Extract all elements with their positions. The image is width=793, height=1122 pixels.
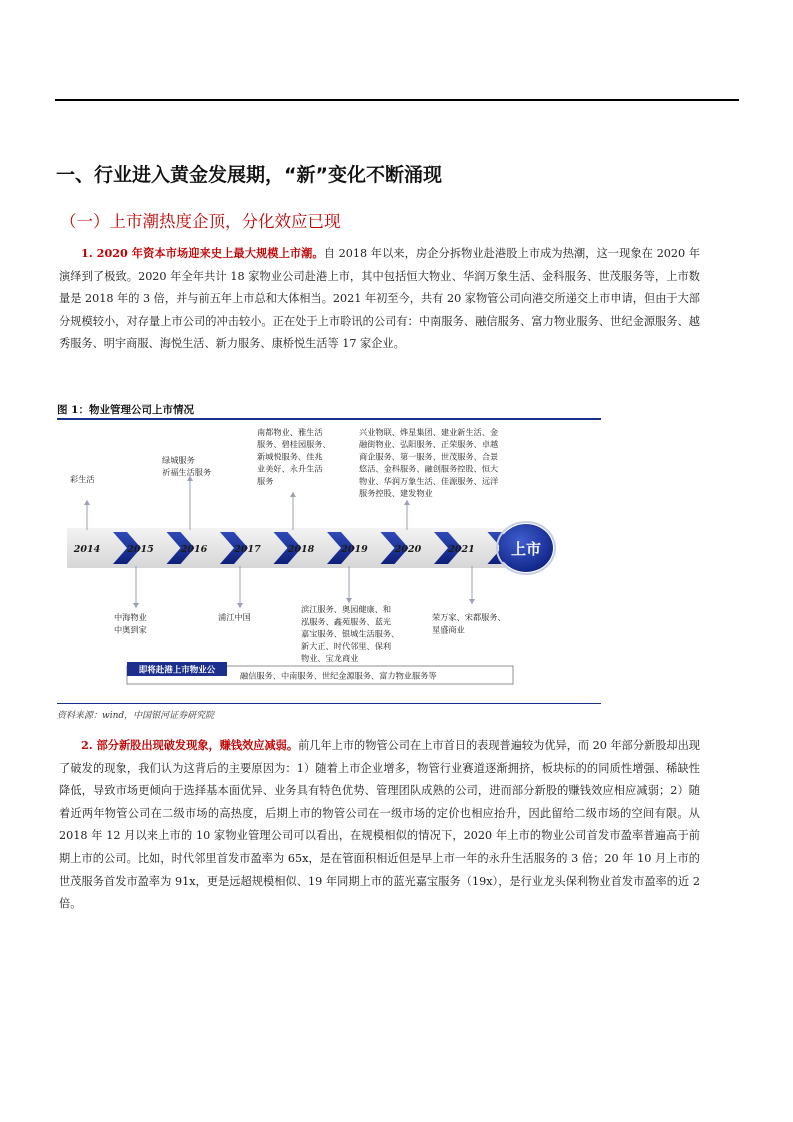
company-list-y2019 (301, 604, 399, 663)
paragraph-lead: 2. 部分新股出现破发现象，赚钱效应减弱。 (81, 738, 299, 752)
company-line: 服务、碧桂园服务、 (257, 439, 331, 450)
year-label-2021: 2021 (448, 544, 475, 555)
company-line: 南都物业、雅生活 (257, 427, 323, 437)
timeline-stem-arrow-y2017 (237, 603, 243, 608)
year-label-2014: 2014 (73, 544, 101, 555)
company-line: 中海物业 (114, 612, 147, 622)
company-line: 商企服务、第一服务、世茂服务、合景 (359, 451, 499, 462)
company-list-y2018 (257, 427, 331, 486)
company-line: 滨江服务、奥园健康、和 (301, 604, 392, 614)
company-list-y2015 (114, 612, 147, 634)
paragraph-listing-wave (59, 242, 700, 356)
paragraph-body: 前几年上市的物管公司在上市首日的表现普遍较为优异，而 20 年部分新股却出现了破发的现象，我们认为这背后的主要原因为：1）随着上市企业增多，物管行业赛道逐渐拥挤，板块标的的同质性增强、稀缺性降低，导致市场更倾向于选择基本面优异、业务具有特色优势、管理团队成熟的公司，进而部分新股的赚钱效应相应减弱；2）随着近两年物管公司在二级市场的高热度，后期上市的物管公司在一级市场的定价也相应抬升，因此留给二级市场的空间有限。从 2018 年 12 月以来上市的 10 家物业管理公司可以看出，在规模相似的情况下，2020 年上市的物业公司首发市盈率普遍高于前期上市的公司。比如，时代邻里首发市盈率为 65x，是在管面积相近但是早上市一年的永升生活服务的 3 倍；20 年 10 月上市的世茂服务首发市盈率为 91x，更是远超规模相似、19 年同期上市的蓝光嘉宝服务（19x），是行业龙头保利物业首发市盈率的近 2 倍。 (59, 739, 700, 911)
company-line: 中奥到家 (114, 624, 147, 635)
year-label-2019: 2019 (341, 544, 368, 555)
company-line: 悠活、金科服务、融创服务控股、恒大 (359, 463, 499, 474)
figure-source: 资料来源：wind，中国银河证券研究院 (57, 711, 215, 721)
company-line: 祈福生活服务 (162, 467, 212, 478)
year-label-2015: 2015 (127, 544, 154, 555)
timeline-stem-arrow-y2014 (84, 500, 90, 505)
company-line: 荣万家、宋都服务、 (432, 612, 506, 622)
pending-listing-label: 即将赴港上市物业公 (138, 665, 216, 676)
company-line: 兴业物联、烨星集团、建业新生活、金 (359, 427, 499, 437)
company-list-y2016 (162, 455, 211, 477)
company-line: 绿城服务 (162, 455, 195, 465)
company-list-y2020 (359, 427, 498, 498)
company-line: 泓服务、鑫苑服务、蓝光 (301, 616, 392, 627)
timeline-stem-arrow-y2021 (469, 599, 475, 604)
company-line: 业美好、永升生活 (257, 463, 323, 474)
figure-bottom-rule (57, 703, 601, 704)
company-line: 物业、华润万象生活、佳源服务、远洋 (359, 475, 499, 486)
company-list-y2014 (70, 474, 95, 484)
company-list-y2017 (218, 612, 251, 622)
section-heading: 一、行业进入黄金发展期，“新”变化不断涌现 (56, 164, 442, 186)
listing-timeline-figure (57, 420, 601, 702)
company-line: 融街物业、弘阳服务、正荣服务、卓越 (359, 439, 499, 450)
company-line: 服务控股、建发物业 (359, 488, 433, 498)
listing-end-label: 上市 (510, 540, 542, 558)
timeline-stem-arrow-y2020 (404, 500, 410, 505)
company-line: 新大正、时代邻里、保利 (301, 640, 392, 651)
company-line: 彩生活 (70, 474, 95, 484)
year-label-2020: 2020 (394, 544, 422, 555)
timeline-stem-arrow-y2018 (290, 492, 296, 497)
company-list-y2021 (432, 612, 506, 634)
pending-listing-companies: 融信服务、中南服务、世纪金源服务、富力物业服务等 (240, 670, 437, 681)
company-line: 星盛商业 (432, 624, 465, 635)
company-line: 新城悦服务、佳兆 (257, 451, 323, 462)
company-line: 浦江中国 (218, 612, 251, 622)
timeline-stem-arrow-y2015 (133, 603, 139, 608)
company-line: 嘉宝服务、银城生活服务、 (301, 628, 400, 639)
year-label-2016: 2016 (180, 544, 208, 555)
figure-title: 图 1：物业管理公司上市情况 (57, 404, 194, 416)
header-rule (55, 99, 739, 101)
subsection-heading: （一）上市潮热度企顶，分化效应已现 (60, 212, 341, 231)
paragraph-ipo-performance (59, 734, 700, 916)
paragraph-lead: 1. 2020 年资本市场迎来史上最大规模上市潮。 (81, 246, 324, 260)
timeline-stem-arrow-y2019 (346, 598, 352, 603)
company-line: 物业、宝龙商业 (301, 653, 359, 664)
paragraph-body: 自 2018 年以来，房企分拆物业赴港股上市成为热潮，这一现象在 2020 年演绎到了极致。2020 年全年共计 18 家物业公司赴港上市，其中包括恒大物业、华润万象生活、金科服务、世茂服务等，上市数量是 2018 年的 3 倍，并与前五年上市总和大体相当。2021 年初至今，共有 20 家物管公司向港交所递交上市申请，但由于大部分规模较小，对存量上市公司的冲击较小。正在处于上市聆讯的公司有：中南服务、融信服务、富力物业服务、世纪金源服务、越秀服务、明宇商服、海悦生活、新力服务、康桥悦生活等 17 家企业。 (59, 247, 701, 351)
year-label-2018: 2018 (287, 544, 315, 555)
company-line: 服务 (257, 475, 274, 486)
year-label-2017: 2017 (234, 544, 261, 555)
